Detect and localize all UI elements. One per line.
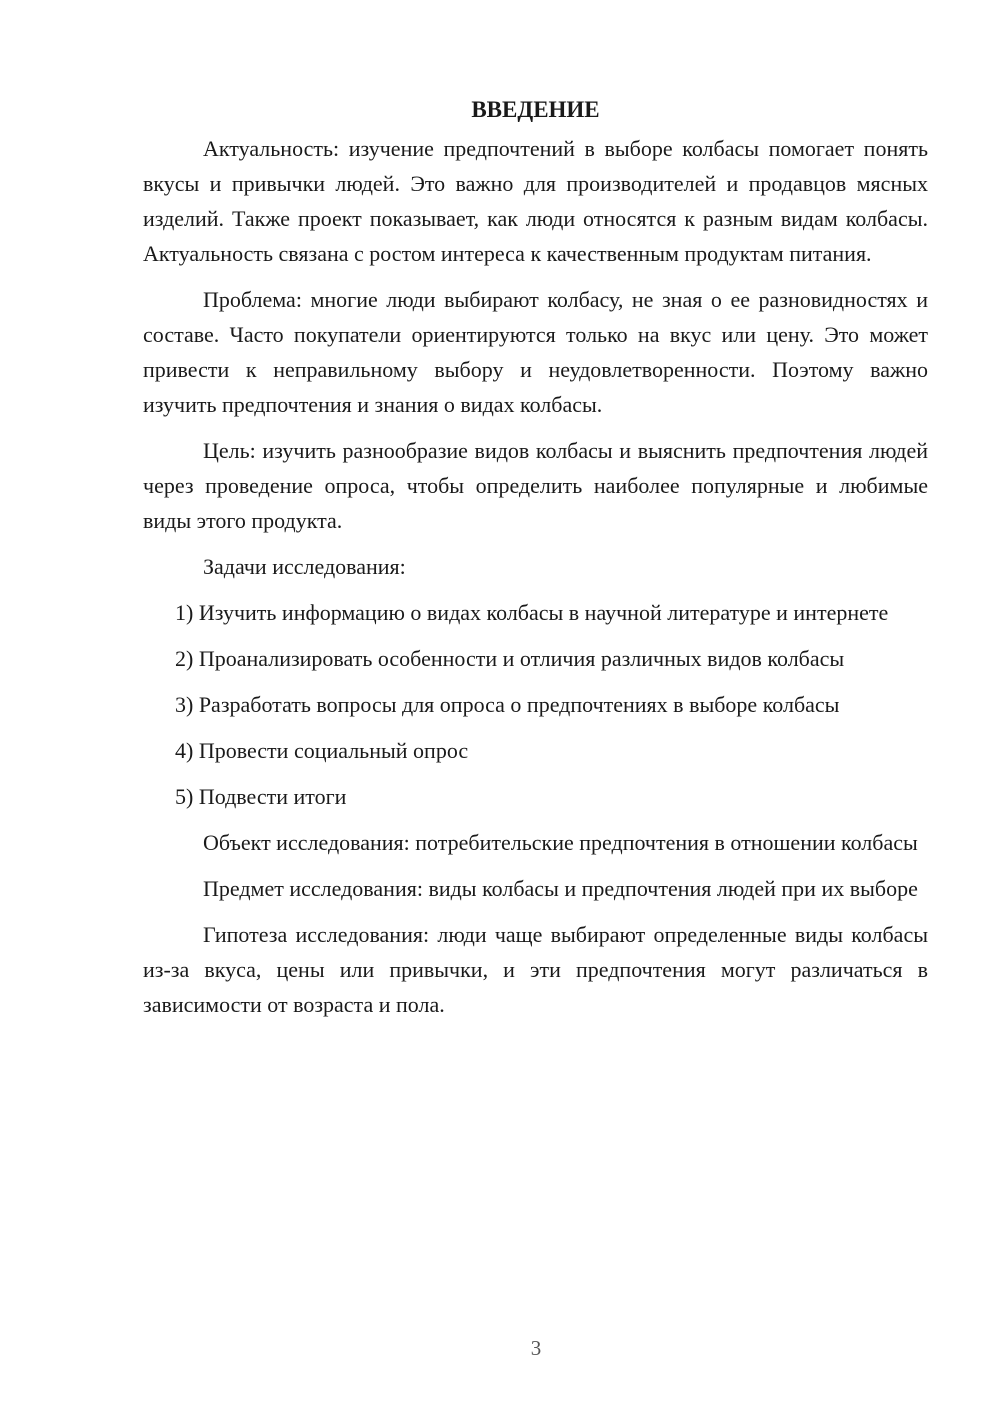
object-paragraph: Объект исследования: потребительские предпочтения в отношении колбасы <box>203 830 918 855</box>
problem-paragraph: Проблема: многие люди выбирают колбасу, не зная о ее разновидностях и составе. Часто покупатели ориентируются только на вкус или цену. Это может привести к неправильному выбору и неудовлетворенности. Поэтому важно изучить предпочтения и знания о видах колбасы. <box>143 287 928 417</box>
hypothesis-paragraph: Гипотеза исследования: люди чаще выбирают определенные виды колбасы из-за вкуса, цены или привычки, и эти предпочтения могут различаться в зависимости от возраста и пола. <box>143 922 928 1017</box>
goal-paragraph: Цель: изучить разнообразие видов колбасы и выяснить предпочтения людей через проведение опроса, чтобы определить наиболее популярные и любимые виды этого продукта. <box>143 438 928 533</box>
subject-paragraph: Предмет исследования: виды колбасы и предпочтения людей при их выборе <box>203 876 918 901</box>
task-item-5: 5) Подвести итоги <box>175 784 347 809</box>
relevance-paragraph: Актуальность: изучение предпочтений в выборе колбасы помогает понять вкусы и привычки людей. Это важно для производителей и продавцов мясных изделий. Также проект показывает, как люди относятся к разным видам колбасы. Актуальность связана с ростом интереса к качественным продуктам питания. <box>143 136 928 266</box>
task-item-4: 4) Провести социальный опрос <box>175 738 469 763</box>
document-page <box>143 92 928 1033</box>
page-number: 3 <box>530 1336 542 1360</box>
task-item-3: 3) Разработать вопросы для опроса о предпочтениях в выборе колбасы <box>175 692 840 717</box>
section-title: ВВЕДЕНИЕ <box>471 97 600 122</box>
task-item-2: 2) Проанализировать особенности и отличия различных видов колбасы <box>175 646 845 671</box>
tasks-heading: Задачи исследования: <box>203 554 406 579</box>
task-item-1: 1) Изучить информацию о видах колбасы в научной литературе и интернете <box>175 600 889 625</box>
